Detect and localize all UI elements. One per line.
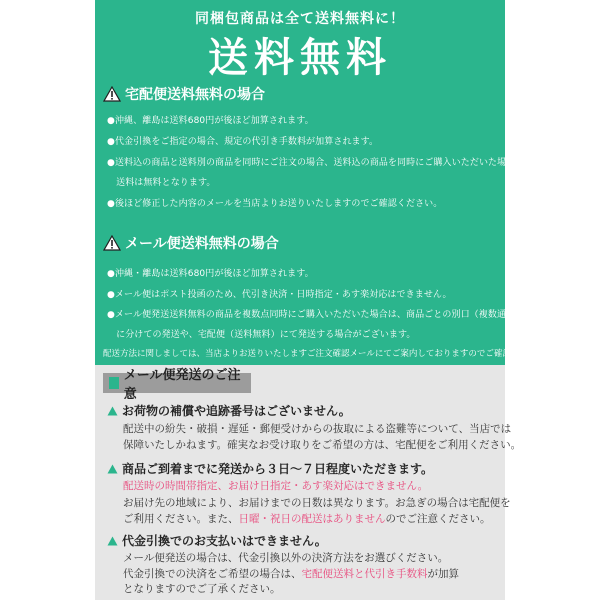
notice-2-line-1: 配送時の時間帯指定、お届け日指定・あす楽対応はできません。	[123, 480, 429, 492]
notice-heading-2	[107, 460, 433, 477]
notice-3-line-2-pink: 宅配便送料と代引き手数料	[301, 568, 428, 580]
shipping-method-note: 配送方法に関しましては、当店よりお送りいたしますご注文確認メールにてご案内しておりますのでご確認ください。	[103, 349, 554, 359]
notice-3-line-2-b: が加算	[427, 568, 459, 580]
notice-heading-2-text: 商品ご到着までに発送から３日～７日程度いただきます。	[122, 462, 434, 476]
notice-heading-1-text: お荷物の補償や追跡番号はございません。	[122, 404, 351, 418]
triangle-icon	[107, 406, 118, 416]
notice-3-line-2	[123, 566, 459, 581]
notice-2-line-3-pink: 日曜・祝日の配送はありません	[238, 513, 386, 525]
mail-bullet-2: ●メール便はポスト投函のため、代引き決済・日時指定・あす楽対応はできません。	[107, 290, 452, 300]
notice-3-line-3: となりますのでご了承ください。	[123, 583, 281, 595]
courier-bullet-1: ●沖縄、離島は送料680円が後ほど加算されます。	[107, 116, 314, 126]
triangle-icon	[107, 536, 118, 546]
notice-2-line-3-b: のでご注意ください。	[385, 513, 491, 525]
free-shipping-panel	[95, 0, 554, 365]
notice-2-line-3	[123, 511, 491, 526]
notice-heading-3	[107, 532, 327, 549]
notice-heading-3-text: 代金引換でのお支払いはできません。	[122, 534, 327, 548]
courier-bullet-4: ●後ほど修正した内容のメールを当店よりお送りいたしますのでご確認ください。	[107, 199, 443, 209]
mail-bullet-3-cont: に分けての発送や、宅配便（送料無料）にて発送する場合がございます。	[107, 330, 416, 340]
notice-title: メール便発送のご注意	[123, 368, 241, 402]
mail-notice-panel	[95, 365, 522, 600]
courier-bullet-3: ●送料込の商品と送料別の商品を同時にご注文の場合、送料込の商品を同時にご購入いただいた場合、	[107, 158, 525, 168]
notice-2-line-2: お届け先の地域により、お届けまでの日数は異なります。お急ぎの場合は宅配便を	[123, 497, 511, 509]
section-courier-title	[103, 84, 265, 104]
notice-title-bar	[103, 368, 251, 402]
bundle-subtitle: 同梱包商品は全て送料無料に！	[195, 11, 405, 27]
notice-1-line-1: 配送中の紛失・破損・遅延・郵便受けからの抜取による盗難等について、当店では	[123, 423, 512, 435]
mail-bullet-3: ●メール便発送送料無料の商品を複数点同時にご購入いただいた場合は、商品ごとの別口（複数通）	[107, 310, 516, 320]
notice-2-line-3-a: ご利用ください。また、	[123, 513, 239, 525]
triangle-icon	[107, 464, 118, 474]
free-shipping-title: 送料無料	[208, 35, 392, 81]
warning-icon	[103, 86, 121, 102]
warning-icon	[103, 235, 121, 251]
section-mail-title-text: メール便送料無料の場合	[125, 236, 279, 252]
notice-heading-1	[107, 402, 351, 419]
section-mail-title	[103, 233, 279, 253]
mail-bullet-1: ●沖縄・離島は送料680円が後ほど加算されます。	[107, 269, 314, 279]
courier-bullet-2: ●代金引換をご指定の場合、規定の代引き手数料が加算されます。	[107, 137, 379, 147]
notice-3-line-2-a: 代金引換での決済をご希望の場合は、	[123, 568, 302, 580]
section-courier-title-text: 宅配便送料無料の場合	[125, 87, 265, 103]
notice-3-line-1: メール便発送の場合は、代金引換以外の決済方法をお選びください。	[123, 552, 449, 564]
notice-1-line-2: 保障いたしかねます。確実なお受け取りをご希望の方は、宅配便をご利用ください。	[123, 439, 522, 451]
courier-bullet-3-cont: 送料は無料となります。	[107, 178, 216, 188]
square-icon	[109, 377, 119, 389]
